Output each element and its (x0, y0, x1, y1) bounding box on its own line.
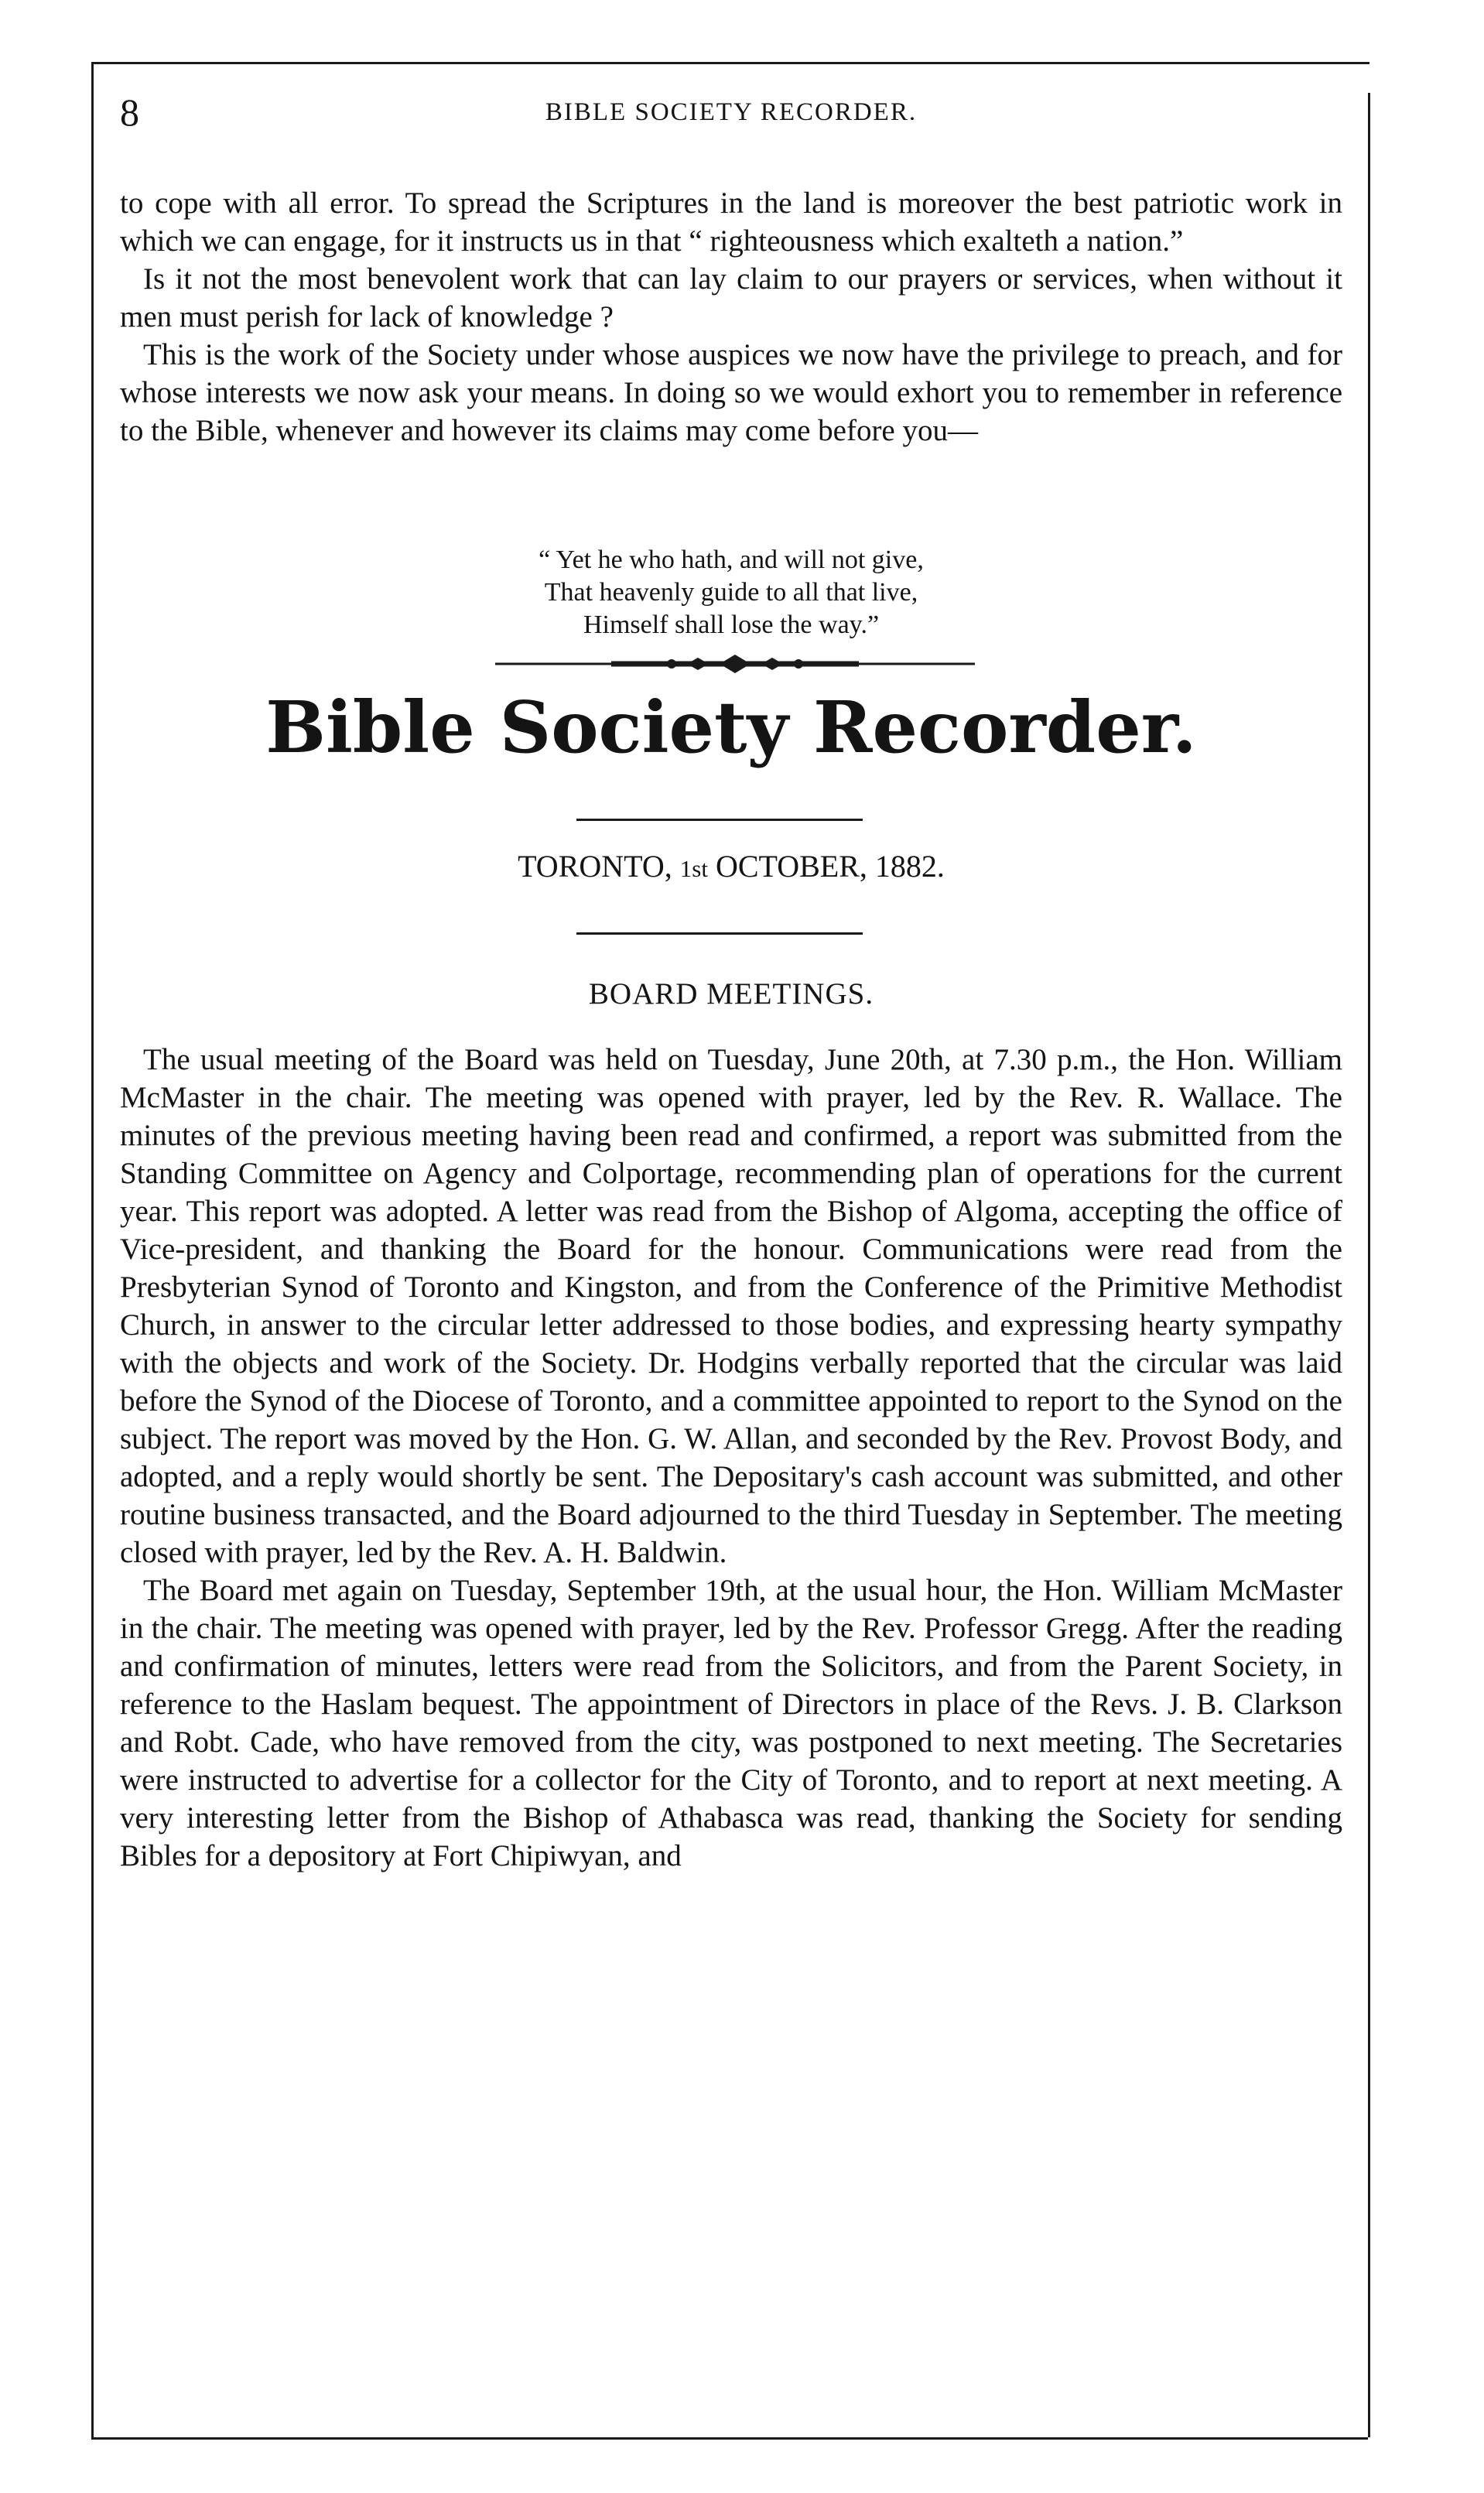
board-meetings-text (120, 1041, 1342, 1875)
dateline-day: 1st (679, 855, 708, 882)
dateline-city: TORONTO, (518, 849, 672, 884)
dateline-rule-bottom (576, 932, 863, 935)
verse-line-2: That heavenly guide to all that live, (544, 578, 918, 607)
page-border-bottom (91, 2437, 1368, 2440)
section-title: BOARD MEETINGS. (588, 977, 874, 1011)
page-border-right (1368, 93, 1370, 2437)
dateline (120, 843, 1342, 892)
opening-paragraph-1: to cope with all error. To spread the Scriptures in the land is moreover the best patriotic work in which we can engage, for it instructs us in that “ righteousness which exalteth a nation.” (120, 186, 1342, 258)
page-border-left (91, 62, 94, 2439)
verse-line-1: “ Yet he who hath, and will not give, (539, 545, 924, 574)
masthead-title: Bible Society Recorder. (265, 686, 1197, 769)
verse-quotation (120, 544, 1342, 641)
running-head: BIBLE SOCIETY RECORDER. (545, 98, 918, 126)
dateline-month-year: OCTOBER, 1882. (715, 849, 945, 884)
page-header (120, 85, 1342, 139)
dateline-rule-top (576, 819, 863, 821)
opening-paragraph-3: This is the work of the Society under whose auspices we now have the privilege to preach, and for whose interests we now ask your means. In doing so we would exhort you to remember in reference to the Bible, whenever and however its claims may come before you— (120, 338, 1342, 447)
opening-text (120, 184, 1342, 450)
page-border-top (93, 62, 1369, 64)
page-number: 8 (120, 91, 139, 134)
opening-paragraph-2: Is it not the most benevolent work that can lay claim to our prayers or services, when without it men must perish for lack of knowledge ? (120, 262, 1342, 333)
ornamental-divider (495, 652, 975, 675)
verse-line-3: Himself shall lose the way.” (583, 610, 880, 639)
board-paragraph-1: The usual meeting of the Board was held on Tuesday, June 20th, at 7.30 p.m., the Hon. William McMaster in the chair. The meeting was opened with prayer, led by the Rev. R. Wallace. The minutes of the previous meeting having been read and confirmed, a report was submitted from the Standing Committee on Agency and Colportage, recommending plan of operations for the current year. This report was adopted. A letter was read from the Bishop of Algoma, accepting the office of Vice-president, and thanking the Board for the honour. Communications were read from the Presbyterian Synod of Toronto and Kingston, and from the Conference of the Primitive Methodist Church, in answer to the circular letter addressed to those bodies, and expressing hearty sympathy with the objects and work of the Society. Dr. Hodgins verbally reported that the circular was laid before the Synod of the Diocese of Toronto, and a committee appointed to report to the Synod on the subject. The report was moved by the Hon. G. W. Allan, and seconded by the Rev. Provost Body, and adopted, and a reply would shortly be sent. The Depositary's cash account was submitted, and other routine business transacted, and the Board adjourned to the third Tuesday in September. The meeting closed with prayer, led by the Rev. A. H. Baldwin. (120, 1043, 1342, 1569)
board-paragraph-2: The Board met again on Tuesday, September 19th, at the usual hour, the Hon. William McMaster in the chair. The meeting was opened with prayer, led by the Rev. Professor Gregg. After the reading and confirmation of minutes, letters were read from the Solicitors, and from the Parent Society, in reference to the Haslam bequest. The appointment of Directors in place of the Revs. J. B. Clarkson and Robt. Cade, who have removed from the city, was postponed to next meeting. The Secretaries were instructed to advertise for a collector for the City of Toronto, and to report at next meeting. A very interesting letter from the Bishop of Athabasca was read, thanking the Society for sending Bibles for a depository at Fort Chipiwyan, and (120, 1574, 1342, 1872)
